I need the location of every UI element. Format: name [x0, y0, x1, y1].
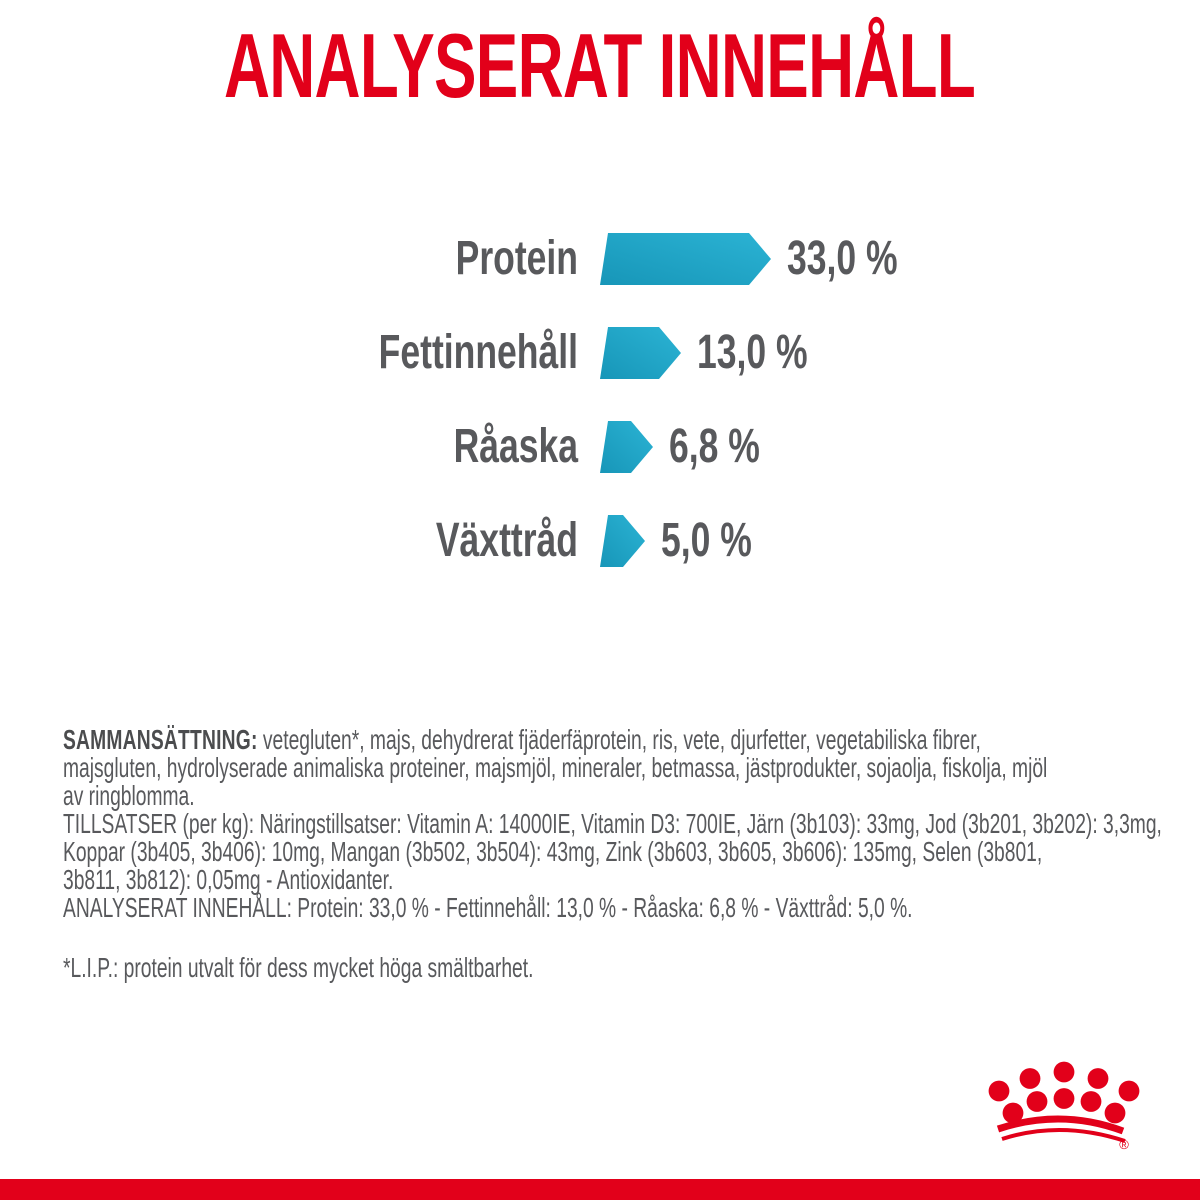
analysis-chart	[128, 233, 936, 567]
text-line: Koppar (3b405, 3b406): 10mg, Mangan (3b502, 3b504): 43mg, Zink (3b603, 3b605, 3b606): 135mg, Selen (3b801,	[63, 836, 1043, 867]
chart-row	[128, 421, 936, 473]
chart-row	[128, 327, 936, 379]
registered-trademark-icon: ®	[1119, 1137, 1129, 1152]
bar-value: 5,0 %	[661, 514, 752, 567]
text-line: av ringblomma.	[63, 780, 195, 811]
bar-value: 6,8 %	[669, 420, 760, 473]
bar-label: Protein	[455, 232, 578, 285]
bar-label: Råaska	[453, 420, 578, 473]
bar-value: 33,0 %	[787, 232, 898, 285]
info-text	[63, 726, 1183, 982]
bar-shape	[600, 515, 645, 567]
bar-shape	[600, 421, 653, 473]
royal-canin-crown-logo	[985, 1052, 1145, 1157]
info-sections	[63, 726, 1183, 922]
chart-row	[128, 233, 936, 285]
text-line: TILLSATSER (per kg): Näringstillsatser: Vitamin A: 14000IE, Vitamin D3: 700IE, Järn (3b103): 33mg, Jod (3b201, 3b202): 3,3mg,	[63, 808, 1162, 839]
bottom-red-band	[0, 1179, 1200, 1200]
page-title: ANALYSERAT INNEHÅLL	[224, 16, 976, 117]
bar-shape	[600, 233, 771, 285]
title-wrap	[0, 16, 1200, 117]
bar-label: Växttråd	[435, 514, 578, 567]
text-line: ANALYSERAT INNEHÅLL: Protein: 33,0 % - Fettinnehåll: 13,0 % - Råaska: 6,8 % - Växttråd: 5,0 %.	[63, 892, 913, 923]
text-line: majsgluten, hydrolyserade animaliska proteiner, majsmjöl, mineraler, betmassa, jästprodukter, sojaolja, fiskolja, mjöl	[63, 752, 1048, 783]
chart-row	[128, 515, 936, 567]
text-line: 3b811, 3b812): 0,05mg - Antioxidanter.	[63, 864, 394, 895]
bar-shape	[600, 327, 681, 379]
bar-value: 13,0 %	[697, 326, 808, 379]
lip-footnote: *L.I.P.: protein utvalt för dess mycket höga smältbarhet.	[63, 952, 534, 983]
bar-label: Fettinnehåll	[378, 326, 578, 379]
text-line: SAMMANSÄTTNING: vetegluten*, majs, dehydrerat fjäderfäprotein, ris, vete, djurfetter, vegetabiliska fibrer,	[63, 724, 981, 755]
